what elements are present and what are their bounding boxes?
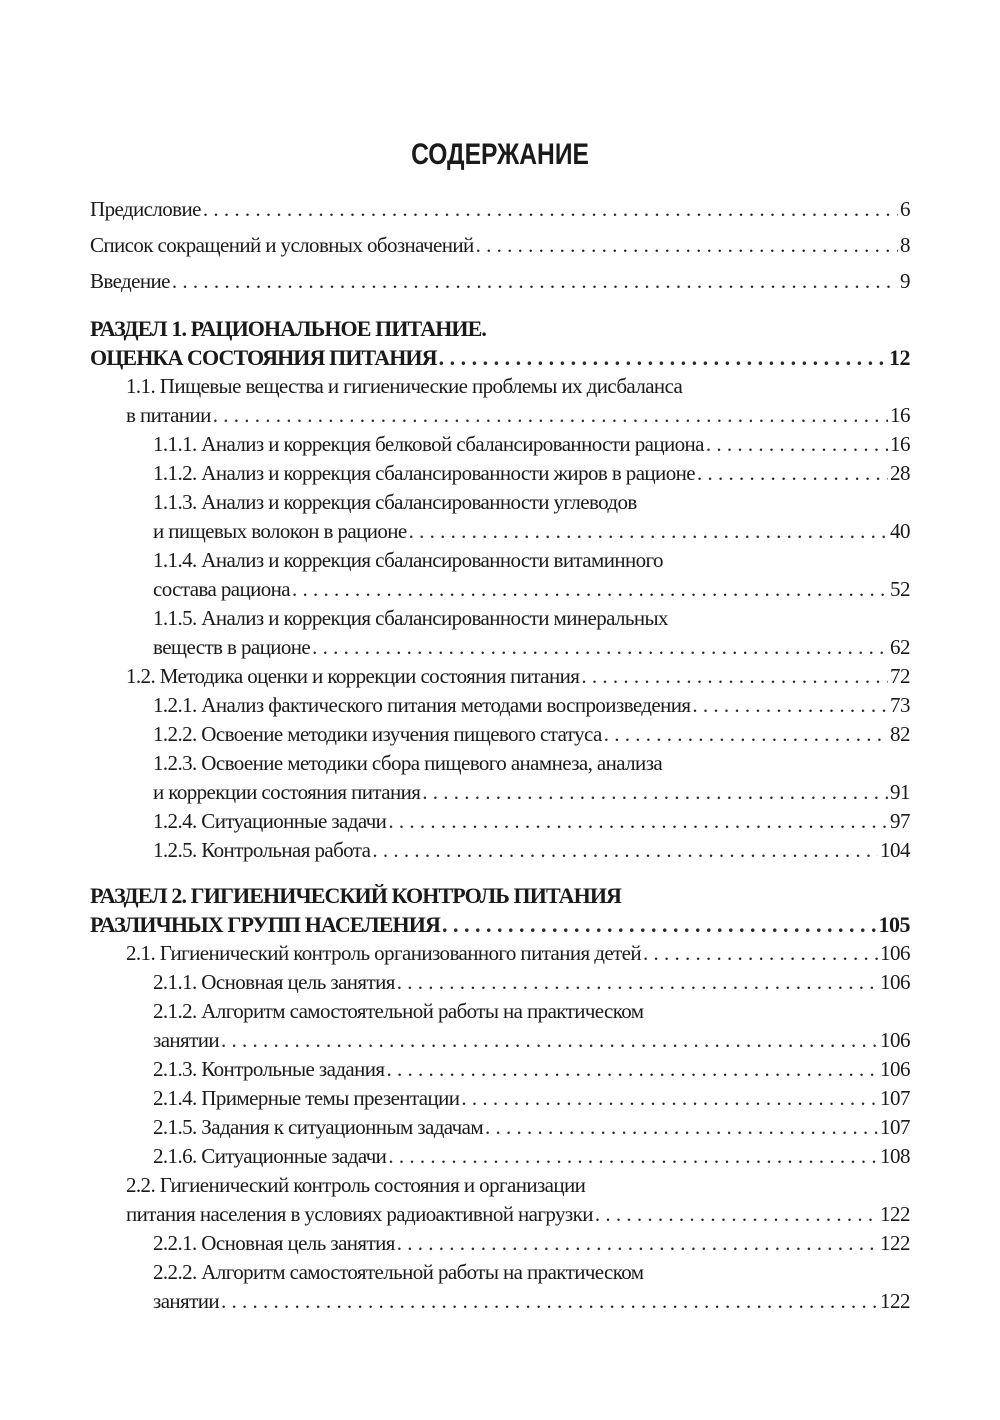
- dot-leader: [439, 343, 887, 372]
- dot-leader: [292, 575, 888, 604]
- toc-entry-abbreviations[interactable]: [90, 227, 910, 263]
- page-number: 108: [880, 1144, 910, 1168]
- toc-entry-2-1-1[interactable]: [90, 968, 910, 997]
- toc-entry-introduction[interactable]: [90, 263, 910, 299]
- page-number: 122: [880, 1202, 910, 1226]
- section-heading-line2[interactable]: [90, 343, 910, 372]
- entry-title: 2.1.6. Ситуационные задачи: [153, 1144, 387, 1168]
- entry-title: 1.2.1. Анализ фактического питания методами воспроизведения: [153, 693, 691, 717]
- dot-leader: [388, 807, 888, 836]
- dot-leader: [697, 459, 888, 488]
- dot-leader: [213, 401, 888, 430]
- section-heading-line1[interactable]: РАЗДЕЛ 2. ГИГИЕНИЧЕСКИЙ КОНТРОЛЬ ПИТАНИЯ: [90, 883, 622, 908]
- front-matter: [90, 191, 910, 299]
- entry-title: 1.2.5. Контрольная работа: [153, 838, 371, 862]
- page-number: 105: [878, 912, 910, 937]
- dot-leader: [604, 720, 888, 749]
- page-number: 106: [880, 1028, 910, 1052]
- entry-title: веществ в рационе: [153, 635, 311, 659]
- entry-title: и пищевых волокон в рационе: [153, 519, 407, 543]
- entry-title: состава рациона: [153, 577, 290, 601]
- page-number: 72: [890, 664, 910, 688]
- toc-entry-2-1-5[interactable]: [90, 1113, 910, 1142]
- spacer: [90, 299, 910, 314]
- dot-leader: [581, 662, 888, 691]
- dot-leader: [485, 1113, 878, 1142]
- entry-title: питания населения в условиях радиоактивной нагрузки: [126, 1202, 593, 1226]
- page-number: 28: [890, 461, 910, 485]
- toc-entry-2-1[interactable]: [90, 939, 910, 968]
- page-number: 8: [900, 233, 910, 257]
- entry-title: 1.2.2. Освоение методики изучения пищевого статуса: [153, 722, 602, 746]
- toc-entry-1-2-3-line1[interactable]: 1.2.3. Освоение методики сбора пищевого анамнеза, анализа: [153, 751, 663, 775]
- page-number: 62: [890, 635, 910, 659]
- page-number: 52: [890, 577, 910, 601]
- toc-entry-1-1-5-line1[interactable]: 1.1.5. Анализ и коррекция сбалансированности минеральных: [153, 606, 668, 630]
- section-heading-line2[interactable]: [90, 910, 910, 939]
- toc-entry-2-1-6[interactable]: [90, 1142, 910, 1171]
- dot-leader: [203, 191, 898, 227]
- page-number: 16: [890, 432, 910, 456]
- entry-title: 2.1. Гигиенический контроль организованного питания детей: [126, 941, 641, 965]
- dot-leader: [422, 778, 888, 807]
- toc-entry-2-2-line2[interactable]: [90, 1200, 910, 1229]
- toc-entry-2-1-2-line2[interactable]: [90, 1026, 910, 1055]
- entry-title: в питании: [126, 403, 211, 427]
- toc-entry-2-1-4[interactable]: [90, 1084, 910, 1113]
- section-heading-line1[interactable]: РАЗДЕЛ 1. РАЦИОНАЛЬНОЕ ПИТАНИЕ.: [90, 316, 487, 341]
- toc-entry-1-2[interactable]: [90, 662, 910, 691]
- page-number: 104: [880, 838, 910, 862]
- entry-title: 1.2. Методика оценки и коррекции состояния питания: [126, 664, 580, 688]
- toc-entry-1-1-line1[interactable]: 1.1. Пищевые вещества и гигиенические проблемы их дисбаланса: [126, 374, 683, 398]
- toc-entry-2-2-line1[interactable]: 2.2. Гигиенический контроль состояния и организации: [126, 1173, 586, 1197]
- toc-entry-1-2-5[interactable]: [90, 836, 910, 865]
- page-number: 82: [890, 722, 910, 746]
- toc-entry-1-1-5-line2[interactable]: [90, 633, 910, 662]
- entry-title: занятии: [153, 1289, 219, 1313]
- toc-entry-1-2-3-line2[interactable]: [90, 778, 910, 807]
- toc-entry-1-2-1[interactable]: [90, 691, 910, 720]
- dot-leader: [692, 691, 888, 720]
- page-number: 16: [890, 403, 910, 427]
- page-number: 97: [890, 809, 910, 833]
- page-number: 106: [880, 970, 910, 994]
- page-number: 122: [880, 1231, 910, 1255]
- toc-entry-1-1-1[interactable]: [90, 430, 910, 459]
- entry-title: Предисловие: [90, 197, 201, 221]
- toc-section-2: [90, 881, 910, 1316]
- spacer: [90, 865, 910, 881]
- entry-title: 2.1.3. Контрольные задания: [153, 1057, 385, 1081]
- toc-entry-2-1-2-line1[interactable]: 2.1.2. Алгоритм самостоятельной работы на практическом: [153, 999, 644, 1023]
- entry-title: ОЦЕНКА СОСТОЯНИЯ ПИТАНИЯ: [90, 345, 437, 370]
- page-number: 73: [890, 693, 910, 717]
- toc-entry-1-1-3-line2[interactable]: [90, 517, 910, 546]
- dot-leader: [172, 263, 898, 299]
- toc-entry-1-2-4[interactable]: [90, 807, 910, 836]
- page-number: 40: [890, 519, 910, 543]
- dot-leader: [409, 517, 888, 546]
- dot-leader: [706, 430, 888, 459]
- toc-entry-preface[interactable]: [90, 191, 910, 227]
- toc-section-1: [90, 314, 910, 865]
- dot-leader: [221, 1287, 878, 1316]
- dot-leader: [221, 1026, 878, 1055]
- toc-entry-2-2-2-line1[interactable]: 2.2.2. Алгоритм самостоятельной работы на практическом: [153, 1260, 644, 1284]
- page-number: 107: [880, 1086, 910, 1110]
- dot-leader: [397, 968, 878, 997]
- entry-title: занятии: [153, 1028, 219, 1052]
- toc-entry-1-1-4-line2[interactable]: [90, 575, 910, 604]
- toc-entry-1-1-4-line1[interactable]: 1.1.4. Анализ и коррекция сбалансированности витаминного: [153, 548, 663, 572]
- dot-leader: [442, 910, 877, 939]
- entry-title: 1.1.2. Анализ и коррекция сбалансированности жиров в рационе: [153, 461, 695, 485]
- dot-leader: [397, 1229, 878, 1258]
- entry-title: 2.1.4. Примерные темы презентации: [153, 1086, 460, 1110]
- toc-entry-2-2-1[interactable]: [90, 1229, 910, 1258]
- toc-entry-2-2-2-line2[interactable]: [90, 1287, 910, 1316]
- toc-entry-2-1-3[interactable]: [90, 1055, 910, 1084]
- page-number: 12: [889, 345, 910, 370]
- entry-title: и коррекции состояния питания: [153, 780, 421, 804]
- entry-title: 2.2.1. Основная цель занятия: [153, 1231, 395, 1255]
- page-number: 91: [890, 780, 910, 804]
- entry-title: 1.1.1. Анализ и коррекция белковой сбалансированности рациона: [153, 432, 704, 456]
- dot-leader: [387, 1055, 879, 1084]
- page-number: 106: [880, 1057, 910, 1081]
- dot-leader: [388, 1142, 878, 1171]
- table-of-contents: [90, 191, 910, 1316]
- page-number: 9: [900, 269, 910, 293]
- dot-leader: [643, 939, 878, 968]
- page-number: 107: [880, 1115, 910, 1139]
- dot-leader: [312, 633, 888, 662]
- dot-leader: [595, 1200, 878, 1229]
- entry-title: Список сокращений и условных обозначений: [90, 233, 474, 257]
- toc-entry-1-1-line2[interactable]: [90, 401, 910, 430]
- dot-leader: [476, 227, 898, 263]
- entry-title: Введение: [90, 269, 170, 293]
- toc-entry-1-1-3-line1[interactable]: 1.1.3. Анализ и коррекция сбалансированности углеводов: [153, 490, 637, 514]
- entry-title: 2.1.5. Задания к ситуационным задачам: [153, 1115, 484, 1139]
- page-number: 6: [900, 197, 910, 221]
- entry-title: 1.2.4. Ситуационные задачи: [153, 809, 387, 833]
- page-number: 122: [880, 1289, 910, 1313]
- dot-leader: [372, 836, 878, 865]
- entry-title: РАЗЛИЧНЫХ ГРУПП НАСЕЛЕНИЯ: [90, 912, 440, 937]
- entry-title: 2.1.1. Основная цель занятия: [153, 970, 395, 994]
- page-number: 106: [880, 941, 910, 965]
- page-title: СОДЕРЖАНИЕ: [411, 138, 589, 171]
- toc-entry-1-2-2[interactable]: [90, 720, 910, 749]
- toc-entry-1-1-2[interactable]: [90, 459, 910, 488]
- dot-leader: [461, 1084, 878, 1113]
